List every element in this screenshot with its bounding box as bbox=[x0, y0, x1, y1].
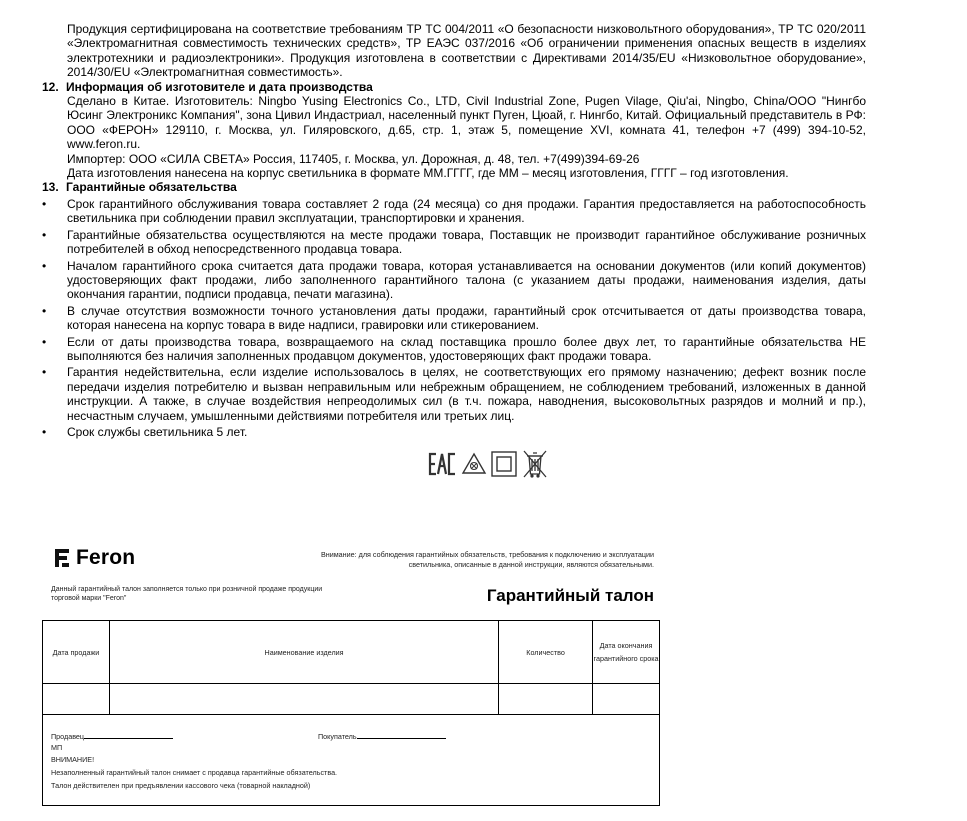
quantity-cell[interactable] bbox=[499, 684, 593, 715]
bullet-dot: • bbox=[42, 365, 47, 380]
warranty-bullet bbox=[42, 197, 866, 226]
buyer-label: Покупатель bbox=[318, 732, 357, 741]
warranty-table bbox=[42, 620, 660, 715]
certification-marks bbox=[428, 447, 549, 481]
warranty-bullet-text: Если от даты производства товара, возвращаемого на склад поставщика прошло более двух лет, то гарантийные обязательства НЕ выполняются без наличия заполненных продавцом документов, удостоверяющих факт продажи товара. bbox=[67, 334, 866, 363]
warranty-end-cell[interactable] bbox=[593, 684, 660, 715]
production-date-note: Дата изготовления нанесена на корпус светильника в формате ММ.ГГГГ, где ММ – месяц изготовления, ГГГГ – год изготовления. bbox=[67, 166, 789, 181]
product-name-cell[interactable] bbox=[109, 684, 498, 715]
warranty-bullet bbox=[42, 259, 866, 302]
warranty-bullet bbox=[42, 335, 866, 364]
warranty-bullet bbox=[42, 304, 866, 333]
instruction-text bbox=[42, 22, 866, 439]
stamp-label: МП bbox=[51, 743, 63, 752]
bullet-dot: • bbox=[42, 227, 47, 242]
warranty-notice: Внимание: для соблюдения гарантийных обязательств, требования к подключению и эксплуатации светильника, описанные в данной инструкции, являются обязательными. bbox=[320, 550, 654, 569]
warranty-card-title: Гарантийный талон bbox=[486, 586, 654, 605]
warranty-bullet-text: Началом гарантийного срока считается дата продажи товара, которая устанавливается на основании документов (или копий документов) удостоверяющих факт продажи, либо заполненного гарантийного талона (с указанием даты продажи, наименования изделия, даты окончания гарантии, подписи продавца, печати магазина). bbox=[67, 258, 866, 302]
section-12-number: 12. bbox=[42, 79, 59, 94]
section-12-heading bbox=[42, 80, 866, 94]
triangle-lamp-icon bbox=[461, 451, 487, 477]
section-13-title: Гарантийные обязательства bbox=[66, 180, 237, 195]
importer-info: Импортер: ООО «СИЛА СВЕТА» Россия, 117405, г. Москва, ул. Дорожная, д. 48, тел. +7(499)394-69-26 bbox=[67, 151, 640, 166]
buyer-field[interactable] bbox=[318, 731, 446, 741]
manufacturer-info: Сделано в Китае. Изготовитель: Ningbo Yusing Electronics Co., LTD, Civil Industrial Zone, Pugen Vilage, Qiu'ai, Ningbo, China/ООО "Нингбо Юсинг Электроникс Компания", зона Цивил Индастриал, населенный пункт Пуген, Цюай, г. Нингбо, Китай. Официальный представитель в РФ: ООО «ФЕРОН» 129110, г. Москва, ул. Гиляровского, д.65, стр. 1, этаж 5, помещение XVI, комната 41, телефон +7 (499) 394-10-52, www.feron.ru. bbox=[67, 94, 866, 152]
section-13-heading bbox=[42, 180, 866, 194]
table-row bbox=[43, 684, 660, 715]
warranty-bullet-text: В случае отсутствия возможности точного установления даты продажи, гарантийный срок отсчитывается от даты производства товара, которая нанесена на корпус товара в виде надписи, гравировки или стикерованием. bbox=[67, 303, 866, 333]
warranty-bullet bbox=[42, 228, 866, 257]
column-sale-date: Дата продажи bbox=[43, 621, 110, 684]
sale-date-cell[interactable] bbox=[43, 684, 110, 715]
warranty-bullet-text: Гарантия недействительна, если изделие использовалось в целях, не соответствующих его прямому назначению; дефект возник после передачи изделия потребителю и вызван неправильным или небрежным обращением, не соблюдением требований, изложенных в данной инструкции. А также, в случае воздействия непреодолимых сил (в т.ч. пожара, наводнения, высоковольтных разрядов и молний и пр.), несчастным случаем, умышленными действиями потребителя или третьих лиц. bbox=[67, 365, 866, 423]
warranty-bullet-text: Гарантийные обязательства осуществляются на месте продажи товара, Поставщик не производит гарантийное обслуживание розничных потребителей в обход непосредственного продавца товара. bbox=[67, 227, 866, 257]
bullet-dot: • bbox=[42, 334, 47, 349]
seller-label: Продавец bbox=[51, 732, 85, 741]
warranty-signatures bbox=[42, 714, 660, 806]
receipt-warning: Талон действителен при предъявлении кассового чека (товарной накладной) bbox=[51, 781, 311, 790]
buyer-line[interactable] bbox=[357, 731, 446, 739]
table-header-row bbox=[43, 621, 660, 684]
seller-field[interactable] bbox=[51, 731, 173, 741]
attention-label: ВНИМАНИЕ! bbox=[51, 755, 95, 764]
bullet-dot: • bbox=[42, 424, 47, 439]
certification-paragraph: Продукция сертифицирована на соответствие требованиям ТР ТС 004/2011 «О безопасности низковольтного оборудования», ТР ТС 020/2011 «Электромагнитная совместимость технических средств», ТР ЕАЭС 037/2016 «Об ограничении применения опасных веществ в изделиях электротехники и радиоэлектроники». Продукция изготовлена в соответствии с Директивами 2014/35/EU «Низковольтное оборудование», 2014/30/EU «Электромагнитная совместимость». bbox=[67, 22, 866, 80]
feron-logo-icon bbox=[52, 547, 72, 569]
bullet-dot: • bbox=[42, 196, 47, 211]
column-warranty-end: Дата окончания гарантийного срока bbox=[593, 621, 660, 684]
bullet-dot: • bbox=[42, 303, 47, 318]
eac-mark-icon bbox=[428, 450, 458, 478]
bullet-dot: • bbox=[42, 258, 47, 273]
double-square-icon bbox=[490, 450, 518, 478]
section-13-number: 13. bbox=[42, 180, 59, 195]
warranty-bullet-text: Срок гарантийного обслуживания товара составляет 2 года (24 месяца) со дня продажи. Гарантия предоставляется на работоспособность светильника при соблюдении правил эксплуатации, транспортировки и хранения. bbox=[67, 196, 866, 226]
crossed-bin-icon bbox=[521, 448, 549, 480]
seller-line[interactable] bbox=[84, 731, 173, 739]
warranty-bullet-text: Срок службы светильника 5 лет. bbox=[67, 424, 248, 439]
warranty-bullet bbox=[42, 365, 866, 423]
section-12-title: Информация об изготовителе и дата производства bbox=[66, 79, 373, 94]
unfilled-warning: Незаполненный гарантийный талон снимает с продавца гарантийные обязательства. bbox=[51, 768, 338, 777]
column-quantity: Количество bbox=[499, 621, 593, 684]
feron-logo bbox=[52, 546, 135, 570]
column-product-name: Наименование изделия bbox=[109, 621, 498, 684]
brand-name: Feron bbox=[76, 546, 136, 569]
retail-note: Данный гарантийный талон заполняется только при розничной продаже продукции торговой марки "Feron" bbox=[51, 586, 323, 602]
warranty-bullet bbox=[42, 425, 866, 439]
